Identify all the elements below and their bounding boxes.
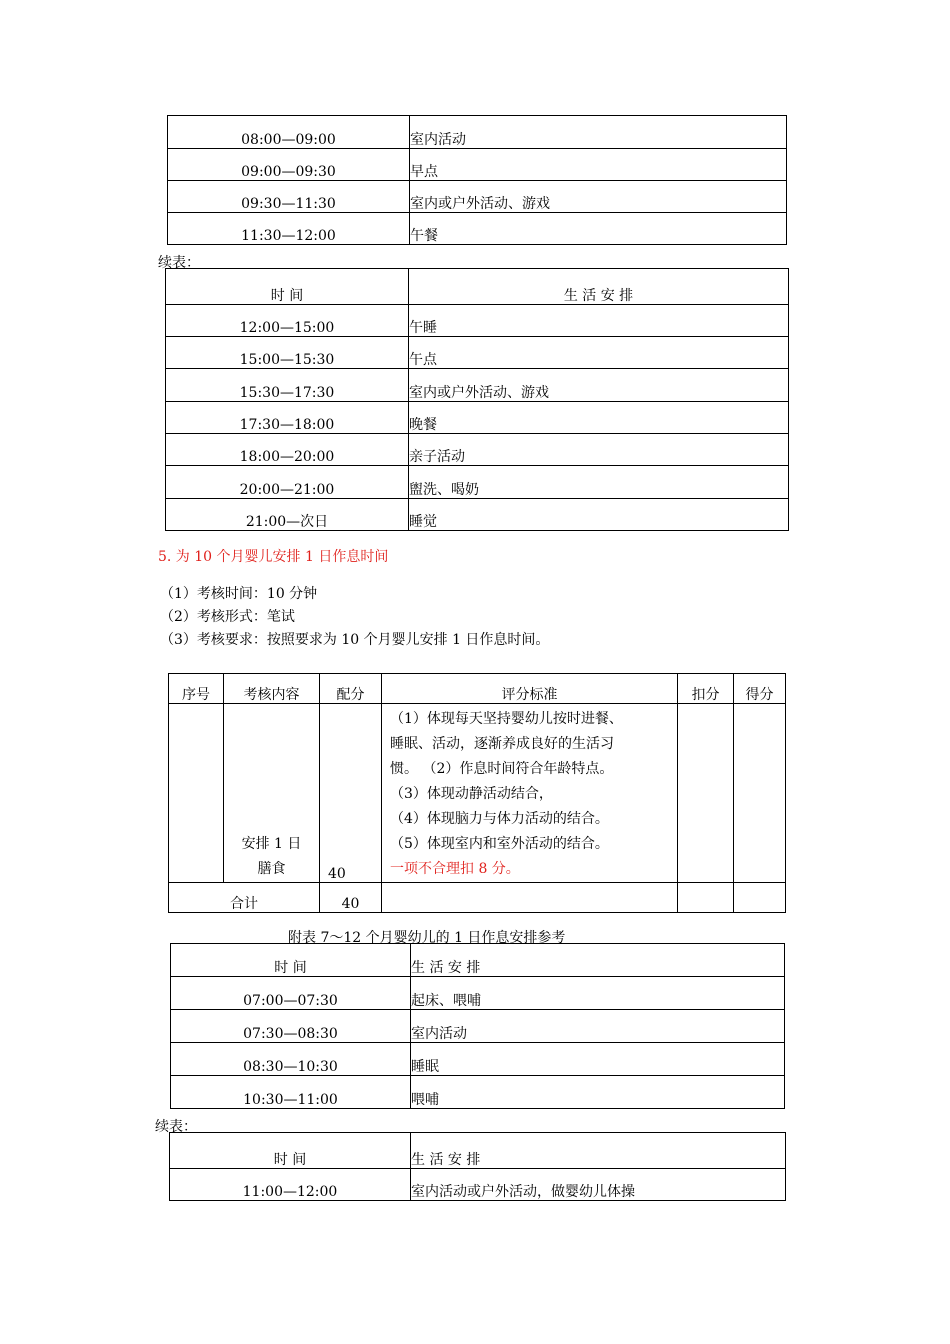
table-header-row (170, 1133, 786, 1169)
table-row (166, 466, 789, 499)
scoring-table (168, 673, 786, 913)
table-row (168, 149, 787, 181)
criteria-line: （5）体现室内和室外活动的结合。 (390, 836, 609, 852)
activity-cell: 喂哺 (411, 1076, 785, 1109)
table-row (171, 1010, 785, 1043)
requirement-item: （2）考核形式：笔试 (160, 609, 295, 625)
deduction-note: 一项不合理扣 8 分。 (390, 861, 520, 877)
deduction-cell (678, 704, 734, 883)
activity-cell: 室内或户外活动、游戏 (409, 369, 789, 402)
continued-label: 续表： (158, 255, 200, 271)
table-row (166, 499, 789, 531)
schedule-table-1 (167, 115, 787, 245)
time-cell: 10:30—11:00 (171, 1076, 411, 1109)
activity-cell: 睡眠 (411, 1043, 785, 1076)
table-row (166, 337, 789, 369)
criteria-line: （4）体现脑力与体力活动的结合。 (390, 811, 609, 827)
points-cell: 40 (320, 704, 382, 883)
table-header-row (166, 269, 789, 305)
time-cell: 20:00—21:00 (166, 466, 409, 499)
activity-cell: 午睡 (409, 305, 789, 337)
header-time: 时 间 (170, 1133, 411, 1169)
activity-cell: 盥洗、喝奶 (409, 466, 789, 499)
requirement-item: （1）考核时间：10 分钟 (160, 586, 318, 602)
activity-cell: 室内活动或户外活动，做婴幼儿体操 (411, 1169, 786, 1201)
table-row (168, 116, 787, 149)
header-time: 时 间 (171, 944, 411, 977)
time-cell: 07:00—07:30 (171, 977, 411, 1010)
time-cell: 08:00—09:00 (168, 116, 410, 149)
activity-cell: 室内或户外活动、游戏 (410, 181, 787, 213)
activity-cell: 亲子活动 (409, 434, 789, 466)
criteria-line: （3）体现动静活动结合， (390, 786, 553, 802)
time-cell: 12:00—15:00 (166, 305, 409, 337)
header-activity: 生 活 安 排 (411, 1133, 786, 1169)
appendix-table (170, 943, 785, 1109)
header-criteria: 评分标准 (382, 674, 678, 704)
content-line: 膳食 (257, 861, 286, 877)
total-deduction-cell (678, 883, 734, 913)
total-row (169, 883, 786, 913)
table-header-row (169, 674, 786, 704)
header-content: 考核内容 (224, 674, 320, 704)
time-cell: 11:00—12:00 (170, 1169, 411, 1201)
total-label: 合计 (169, 883, 320, 913)
table-row (168, 213, 787, 245)
requirement-item: （3）考核要求：按照要求为 10 个月婴儿安排 1 日作息时间。 (160, 632, 550, 648)
table-row (171, 1043, 785, 1076)
activity-cell: 室内活动 (411, 1010, 785, 1043)
section-title: 5. 为 10 个月婴儿安排 1 日作息时间 (158, 549, 389, 565)
time-cell: 09:30—11:30 (168, 181, 410, 213)
table-row (171, 977, 785, 1010)
time-cell: 11:30—12:00 (168, 213, 410, 245)
time-cell: 15:30—17:30 (166, 369, 409, 402)
criteria-line: 惯。 （2）作息时间符合年龄特点。 (390, 761, 614, 777)
time-cell: 18:00—20:00 (166, 434, 409, 466)
time-cell: 09:00—09:30 (168, 149, 410, 181)
table-row (166, 402, 789, 434)
criteria-line: （1）体现每天坚持婴幼儿按时进餐、 (390, 711, 623, 727)
activity-cell: 室内活动 (410, 116, 787, 149)
criteria-cell (382, 704, 678, 883)
header-time: 时 间 (166, 269, 409, 305)
table-row (166, 305, 789, 337)
criteria-line: 睡眠、活动，逐渐养成良好的生活习 (390, 736, 614, 752)
activity-cell: 早点 (410, 149, 787, 181)
appendix-title: 附表 7～12 个月婴幼儿的 1 日作息安排参考 (288, 930, 566, 946)
continued-label: 续表： (155, 1119, 197, 1135)
appendix-table-continued (169, 1132, 786, 1201)
table-row (169, 704, 786, 883)
activity-cell: 午餐 (410, 213, 787, 245)
table-row (166, 369, 789, 402)
index-cell (169, 704, 224, 883)
time-cell: 08:30—10:30 (171, 1043, 411, 1076)
activity-cell: 晚餐 (409, 402, 789, 434)
activity-cell: 起床、喂哺 (411, 977, 785, 1010)
time-cell: 17:30—18:00 (166, 402, 409, 434)
header-score: 得分 (734, 674, 786, 704)
content-line: 安排 1 日 (241, 836, 302, 852)
content-cell (224, 704, 320, 883)
time-cell: 21:00—次日 (166, 499, 409, 531)
schedule-table-2 (165, 268, 789, 531)
activity-cell: 午点 (409, 337, 789, 369)
total-score-cell (734, 883, 786, 913)
header-index: 序号 (169, 674, 224, 704)
score-cell (734, 704, 786, 883)
activity-cell: 睡觉 (409, 499, 789, 531)
header-activity: 生 活 安 排 (409, 269, 789, 305)
time-cell: 15:00—15:30 (166, 337, 409, 369)
table-row (168, 181, 787, 213)
total-score: 40 (320, 883, 382, 913)
header-deduction: 扣分 (678, 674, 734, 704)
table-row (171, 1076, 785, 1109)
header-points: 配分 (320, 674, 382, 704)
table-row (170, 1169, 786, 1201)
total-criteria-cell (382, 883, 678, 913)
header-activity: 生 活 安 排 (411, 944, 785, 977)
time-cell: 07:30—08:30 (171, 1010, 411, 1043)
table-row (166, 434, 789, 466)
table-header-row (171, 944, 785, 977)
